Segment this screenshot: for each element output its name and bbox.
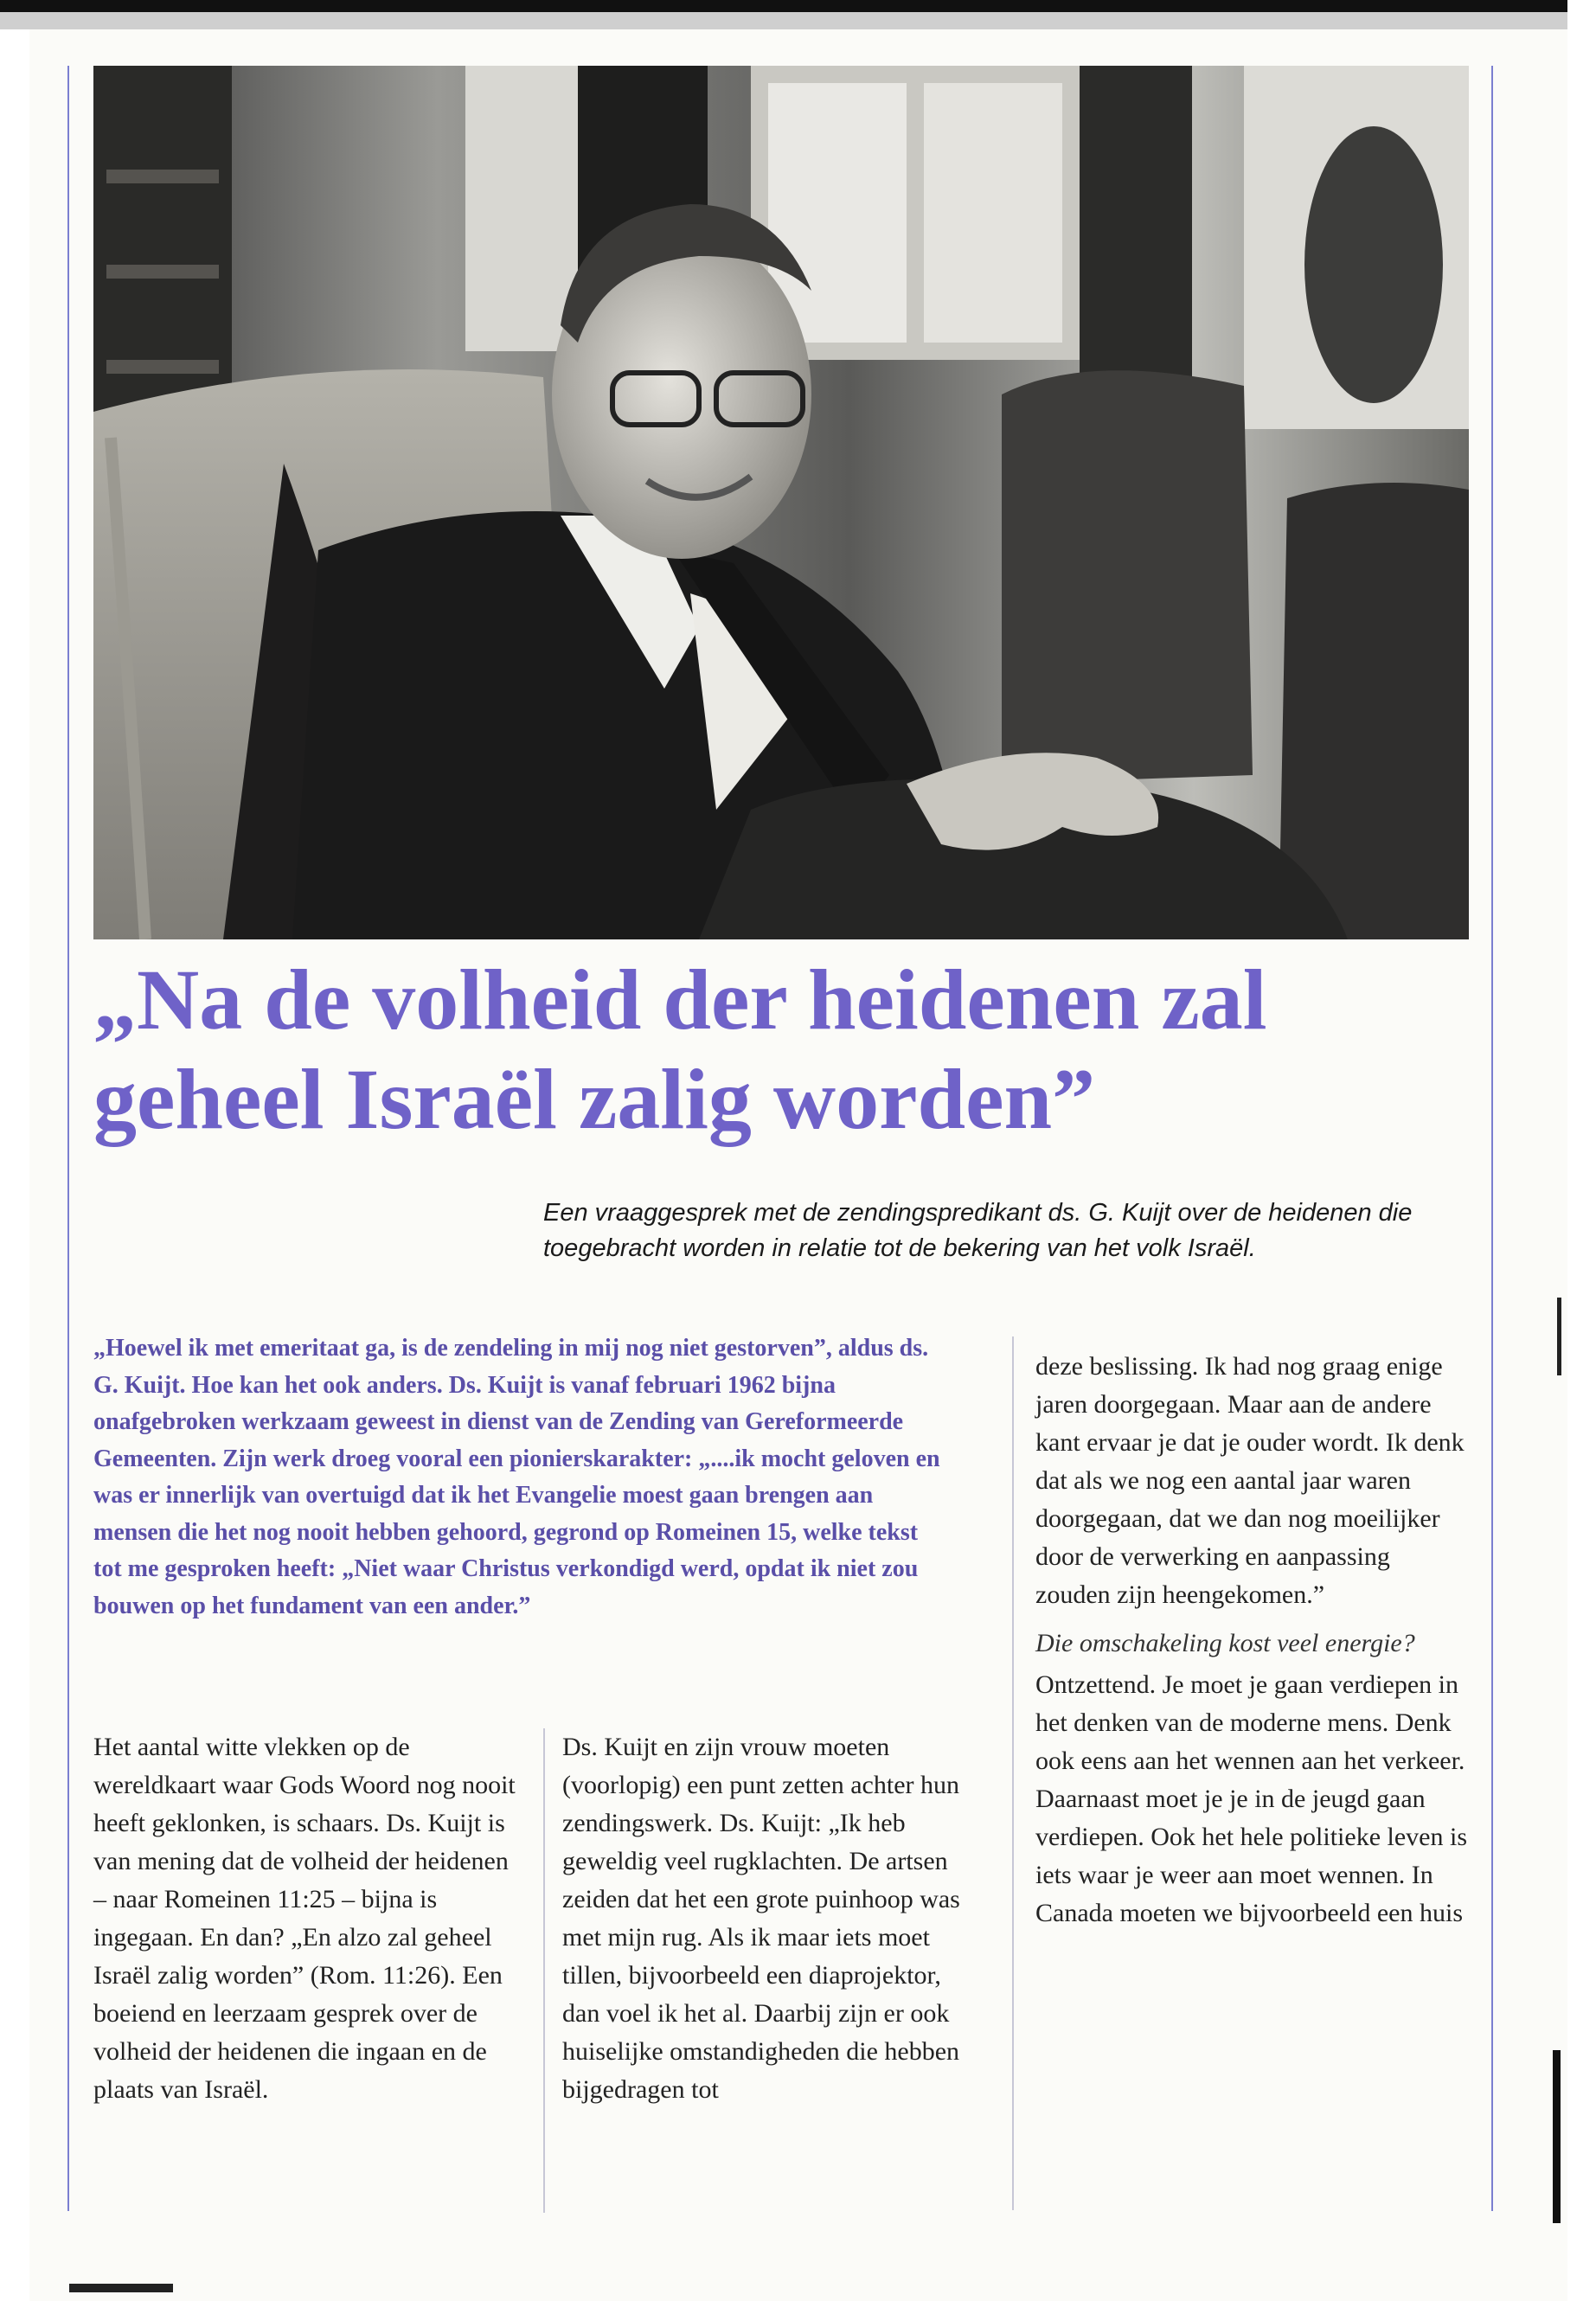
interview-question: Die omschakeling kost veel energie? xyxy=(1035,1629,1415,1657)
portrait-photo xyxy=(93,66,1469,939)
headline-line-1: „Na de volheid der heidenen zal xyxy=(93,952,1267,1048)
page-rule-right xyxy=(1491,66,1493,2211)
article-intro: „Hoewel ik met emeritaat ga, is de zendeling in mij nog niet gestorven”, aldus ds. G. Kuijt. Hoe kan het ook anders. Ds. Kuijt is vanaf februari 1962 bijna onafgebroken werkzaam geweest in dienst van de Zending van Gereformeerde Gemeenten. Zijn werk droeg vooral een pionierskarakter: „....ik mocht geloven en was er innerlijk van overtuigd dat ik het Evangelie moest gaan brengen aan mensen die het nog nooit hebben gehoord, gegrond op Romeinen 15, welke tekst tot me gesproken heeft: „Niet waar Christus verkondigd werd, opdat ik niet zou bouwen op het fundament van een ander.” xyxy=(93,1335,940,1619)
scan-top-shadow xyxy=(0,12,1596,29)
scan-mark xyxy=(1553,2050,1561,2223)
article-column-1: Het aantal witte vlekken op de wereldkaart waar Gods Woord nog nooit heeft geklonken, is schaars. Ds. Kuijt is van mening dat de volheid der heidenen – naar Romeinen 11:25 – bijna is ingegaan. En dan? „En alzo zal geheel Israël zalig worden” (Rom. 11:26). Een boeiend en leerzaam gesprek over de volheid der heidenen die ingaan en de plaats van Israël. xyxy=(93,1733,516,2104)
article-column-2: Ds. Kuijt en zijn vrouw moeten (voorlopig) een punt zetten achter hun zendingswerk. Ds. Kuijt: „Ik heb geweldig veel rugklachten. De artsen zeiden dat het een grote puinhoop was met mijn rug. Als ik maar iets moet tillen, bijvoorbeeld een diaprojektor, dan voel ik het al. Daarbij zijn er ook huiselijke omstandigheden die hebben bijgedragen tot xyxy=(562,1733,960,2104)
scan-mark xyxy=(1557,1298,1561,1375)
article-column-3 xyxy=(1035,1348,1468,1932)
column-divider xyxy=(543,1728,545,2213)
portrait-photo-illustration xyxy=(93,66,1469,939)
headline-line-2: geheel Israël zalig worden” xyxy=(93,1051,1096,1147)
scan-top-edge xyxy=(0,0,1596,12)
page-rule-left xyxy=(67,66,69,2211)
column-3-paragraph-1: deze beslissing. Ik had nog graag enige jaren doorgegaan. Maar aan de andere kant ervaar je dat je ouder wordt. Ik denk dat als we nog een aantal jaar waren doorgegaan, dat we dan nog moeilijker door de verwerking en aanpassing zouden zijn heengekomen.” xyxy=(1035,1352,1465,1609)
scan-right-margin xyxy=(1567,0,1596,2301)
scan-mark xyxy=(69,2284,173,2292)
article-subtitle: Een vraaggesprek met de zendingspredikant ds. G. Kuijt over de heidenen die toegebracht worden in relatie tot de bekering van het volk Israël. xyxy=(543,1199,1413,1262)
article-headline xyxy=(93,950,1477,1149)
column-3-paragraph-2: Ontzettend. Je moet je gaan verdiepen in het denken van de moderne mens. Denk ook eens aan het wennen aan het verkeer. Daarnaast moet je je in de jeugd gaan verdiepen. Ook het hele politieke leven is iets waar je weer aan moet wennen. In Canada moeten we bijvoorbeeld een huis xyxy=(1035,1670,1467,1927)
column-divider xyxy=(1012,1336,1014,2210)
